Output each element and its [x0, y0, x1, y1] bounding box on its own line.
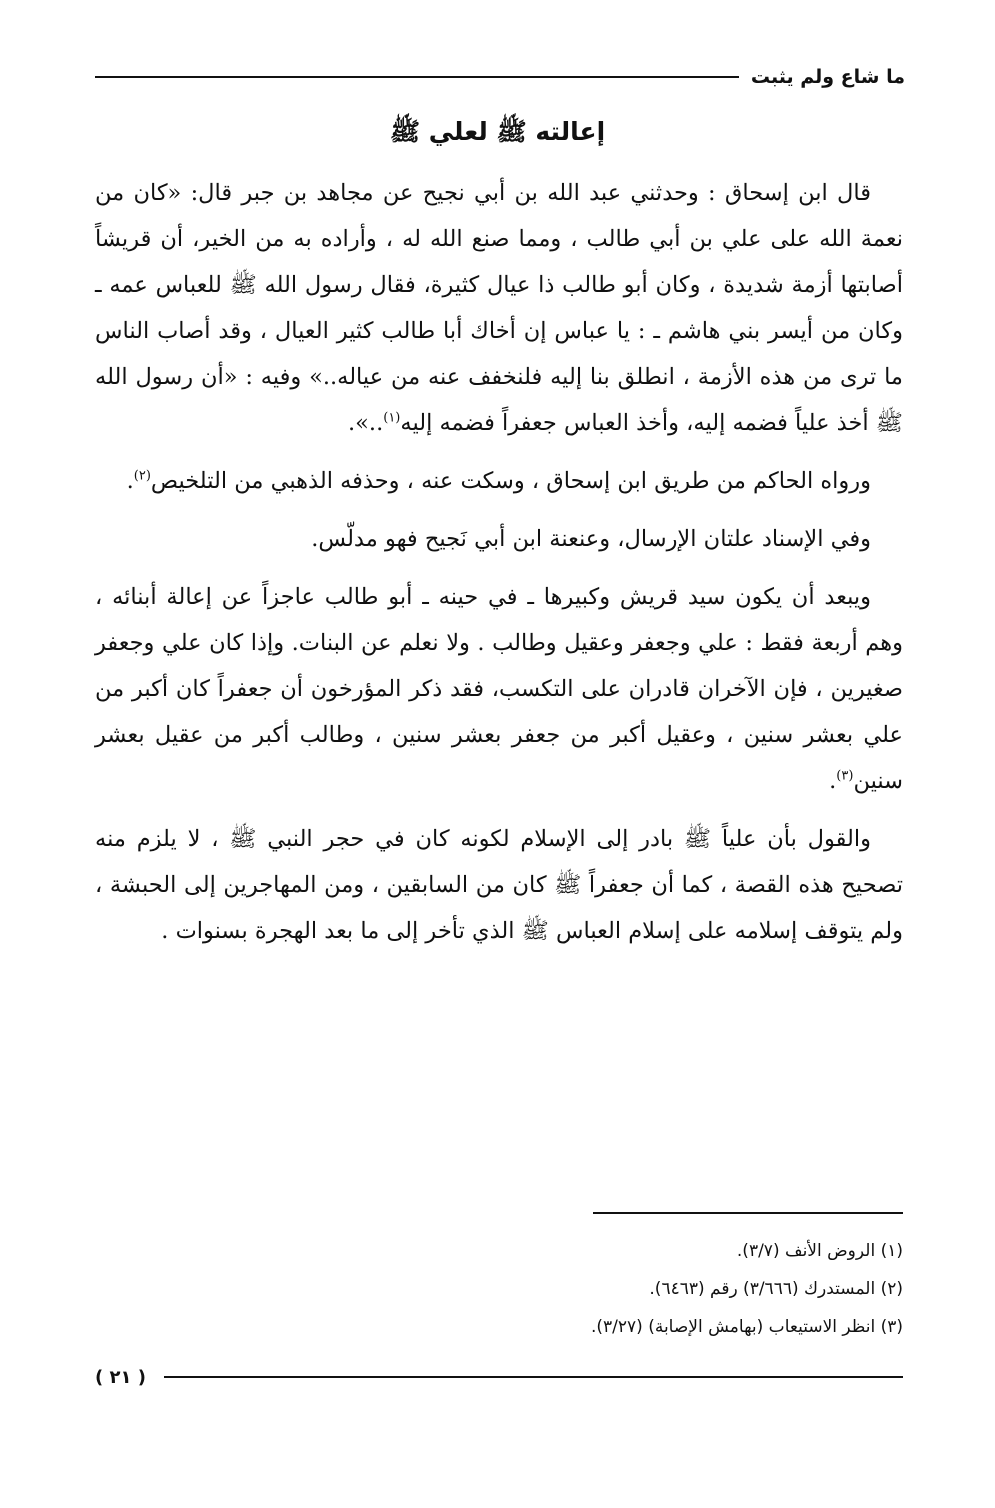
- paragraph: [95, 458, 903, 504]
- footnote: (٣) انظر الاستيعاب (بهامش الإصابة) (٣/٢٧).: [591, 1317, 903, 1337]
- page-footer: [95, 1362, 903, 1392]
- paragraph-text-end: ..».: [348, 410, 384, 436]
- paragraph-text: والقول بأن علياً ﷺ بادر إلى الإسلام لكونه كان في حجر النبي ﷺ ، لا يلزم منه تصحيح هذه القصة ، كما أن جعفراً ﷺ كان من السابقين ، ومن المهاجرين إلى الحبشة ، ولم يتوقف إسلامه على إسلام العباس ﷺ الذي تأخر إلى ما بعد الهجرة بسنوات .: [95, 826, 903, 944]
- running-header: [95, 62, 905, 92]
- footnote-ref: (٢): [133, 468, 151, 484]
- footnote-ref: (١): [383, 410, 401, 426]
- paragraph: [95, 170, 903, 446]
- paragraph-text-end: .: [126, 468, 134, 494]
- header-rule: [95, 76, 739, 78]
- paragraph-text: وفي الإسناد علتان الإرسال، وعنعنة ابن أبي نَجيح فهو مدلّس.: [311, 526, 871, 552]
- footnote-rule: [593, 1212, 903, 1214]
- paragraph: [95, 574, 903, 804]
- paragraph-text: ورواه الحاكم من طريق ابن إسحاق ، وسكت عنه ، وحذفه الذهبي من التلخيص: [150, 468, 871, 494]
- footnote-ref: (٣): [836, 768, 854, 784]
- footnote: (١) الروض الأنف (٣/٧).: [736, 1241, 903, 1261]
- footer-rule: [164, 1376, 903, 1378]
- page-number: ( ٢١ ): [95, 1366, 146, 1388]
- footnote: (٢) المستدرك (٣/٦٦٦) رقم (٦٤٦٣).: [649, 1279, 903, 1299]
- paragraph-text: قال ابن إسحاق : وحدثني عبد الله بن أبي نجيح عن مجاهد بن جبر قال: «كان من نعمة الله على علي بن أبي طالب ، ومما صنع الله له ، وأراده به من الخير، أن قريشاً أصابتها أزمة شديدة ، وكان أبو طالب ذا عيال كثيرة، فقال رسول الله ﷺ للعباس عمه ـ وكان من أيسر بني هاشم ـ : يا عباس إن أخاك أبا طالب كثير العيال ، وقد أصاب الناس ما ترى من هذه الأزمة ، انطلق بنا إليه فلنخفف عنه من عياله..» وفيه : «أن رسول الله ﷺ أخذ علياً فضمه إليه، وأخذ العباس جعفراً فضمه إليه: [95, 180, 903, 436]
- footnotes: [95, 1232, 903, 1346]
- section-title: إعالته ﷺ لعلي ﷺ: [389, 117, 606, 146]
- body-text: [95, 170, 903, 966]
- paragraph-text: ويبعد أن يكون سيد قريش وكبيرها ـ في حينه ـ أبو طالب عاجزاً عن إعالة أبنائه ، وهم أربعة فقط : علي وجعفر وعقيل وطالب . ولا نعلم عن البنات. وإذا كان علي وجعفر صغيرين ، فإن الآخران قادران على التكسب، فقد ذكر المؤرخون أن جعفراً كان أكبر من علي بعشر سنين ، وعقيل أكبر من جعفر بعشر سنين ، وطالب أكبر من عقيل بعشر سنين: [95, 584, 903, 794]
- running-title: ما شاع ولم يثبت: [750, 66, 905, 88]
- paragraph: [95, 816, 903, 954]
- paragraph-text-end: .: [829, 768, 837, 794]
- paragraph: [95, 516, 903, 562]
